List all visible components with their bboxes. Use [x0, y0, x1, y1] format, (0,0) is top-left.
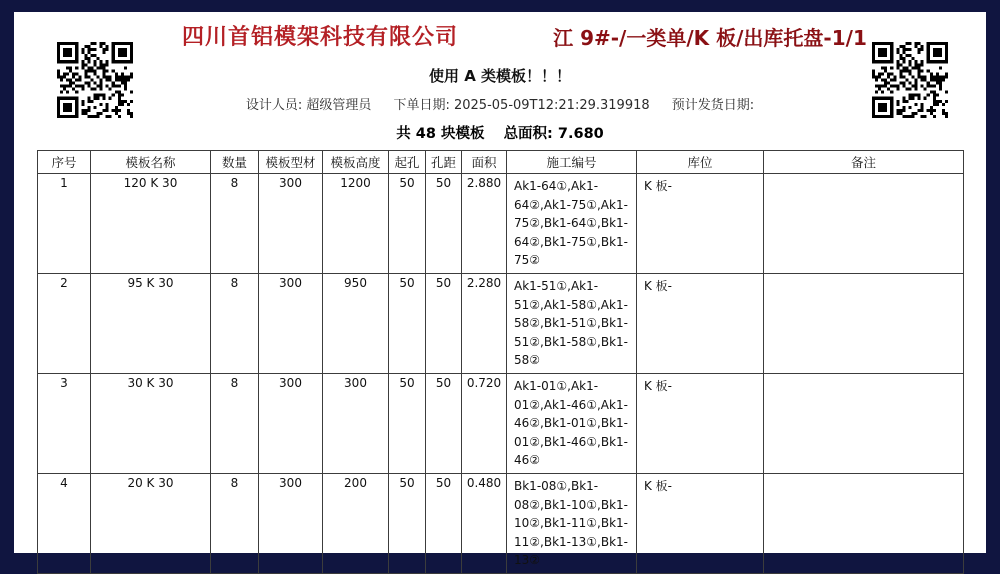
col-header-height: 模板高度: [323, 151, 389, 174]
cell-hole-pitch: 50: [426, 174, 462, 274]
cell-index: 4: [38, 473, 91, 573]
cell-remark: [764, 373, 964, 473]
cell-start-hole: 50: [389, 174, 426, 274]
panel-count: 共 48 块模板: [396, 126, 485, 142]
cell-index: 2: [38, 273, 91, 373]
cell-qty: 8: [211, 473, 259, 573]
cell-hole-pitch: 50: [426, 473, 462, 573]
cell-index: 3: [38, 373, 91, 473]
cell-location: K 板-: [637, 273, 764, 373]
cell-codes: Ak1-51①,Ak1-51②,Ak1-58①,Ak1-58②,Bk1-51①,Bk1-51②,Bk1-58①,Bk1-58②: [507, 273, 637, 373]
cell-location: K 板-: [637, 174, 764, 274]
col-header-qty: 数量: [211, 151, 259, 174]
cell-qty: 8: [211, 373, 259, 473]
table-row: [38, 174, 964, 274]
table-row: [38, 373, 964, 473]
ship-date-info: 预计发货日期:: [671, 98, 755, 113]
cell-name: 120 K 30: [91, 174, 211, 274]
cell-name: 95 K 30: [91, 273, 211, 373]
cell-area: 2.280: [462, 273, 507, 373]
cell-start-hole: 50: [389, 273, 426, 373]
cell-codes: Ak1-64①,Ak1-64②,Ak1-75①,Ak1-75②,Bk1-64①,Bk1-64②,Bk1-75①,Bk1-75②: [507, 174, 637, 274]
cell-area: 0.720: [462, 373, 507, 473]
cell-height: 950: [323, 273, 389, 373]
document-page: [14, 12, 986, 568]
order-date-info: 下单日期: 2025-05-09T12:21:29.319918: [393, 98, 650, 113]
cell-profile: 300: [259, 373, 323, 473]
panel-table: [37, 150, 964, 574]
cell-name: 30 K 30: [91, 373, 211, 473]
cell-remark: [764, 473, 964, 573]
table-header-row: [38, 151, 964, 174]
cell-remark: [764, 273, 964, 373]
cell-index: 1: [38, 174, 91, 274]
cell-area: 0.480: [462, 473, 507, 573]
cell-height: 1200: [323, 174, 389, 274]
cell-profile: 300: [259, 174, 323, 274]
summary-line: [14, 122, 986, 143]
col-header-location: 库位: [637, 151, 764, 174]
cell-profile: 300: [259, 273, 323, 373]
col-header-hole-pitch: 孔距: [426, 151, 462, 174]
total-area: 总面积: 7.680: [503, 126, 604, 142]
table-header: [38, 151, 964, 174]
template-notice: 使用 A 类模板！！！: [428, 67, 572, 85]
cell-qty: 8: [211, 174, 259, 274]
cell-height: 200: [323, 473, 389, 573]
cell-profile: 300: [259, 473, 323, 573]
order-info-line: [14, 94, 986, 113]
col-header-codes: 施工编号: [507, 151, 637, 174]
col-header-name: 模板名称: [91, 151, 211, 174]
company-name: 四川首铝模架科技有限公司: [181, 24, 458, 50]
cell-start-hole: 50: [389, 373, 426, 473]
document-title: 江 9#-/一类单/K 板/出库托盘-1/1: [553, 26, 867, 50]
cell-height: 300: [323, 373, 389, 473]
table-body: [38, 174, 964, 574]
col-header-area: 面积: [462, 151, 507, 174]
cell-hole-pitch: 50: [426, 273, 462, 373]
cell-start-hole: 50: [389, 473, 426, 573]
cell-location: K 板-: [637, 473, 764, 573]
cell-qty: 8: [211, 273, 259, 373]
col-header-remark: 备注: [764, 151, 964, 174]
designer-info: 设计人员: 超级管理员: [245, 98, 372, 113]
table-row: [38, 273, 964, 373]
col-header-profile: 模板型材: [259, 151, 323, 174]
cell-name: 20 K 30: [91, 473, 211, 573]
col-header-index: 序号: [38, 151, 91, 174]
cell-codes: Ak1-01①,Ak1-01②,Ak1-46①,Ak1-46②,Bk1-01①,Bk1-01②,Bk1-46①,Bk1-46②: [507, 373, 637, 473]
cell-hole-pitch: 50: [426, 373, 462, 473]
col-header-start-hole: 起孔: [389, 151, 426, 174]
table-row: [38, 473, 964, 573]
cell-area: 2.880: [462, 174, 507, 274]
cell-codes: Bk1-08①,Bk1-08②,Bk1-10①,Bk1-10②,Bk1-11①,Bk1-11②,Bk1-13①,Bk1-13②: [507, 473, 637, 573]
cell-remark: [764, 174, 964, 274]
cell-location: K 板-: [637, 373, 764, 473]
